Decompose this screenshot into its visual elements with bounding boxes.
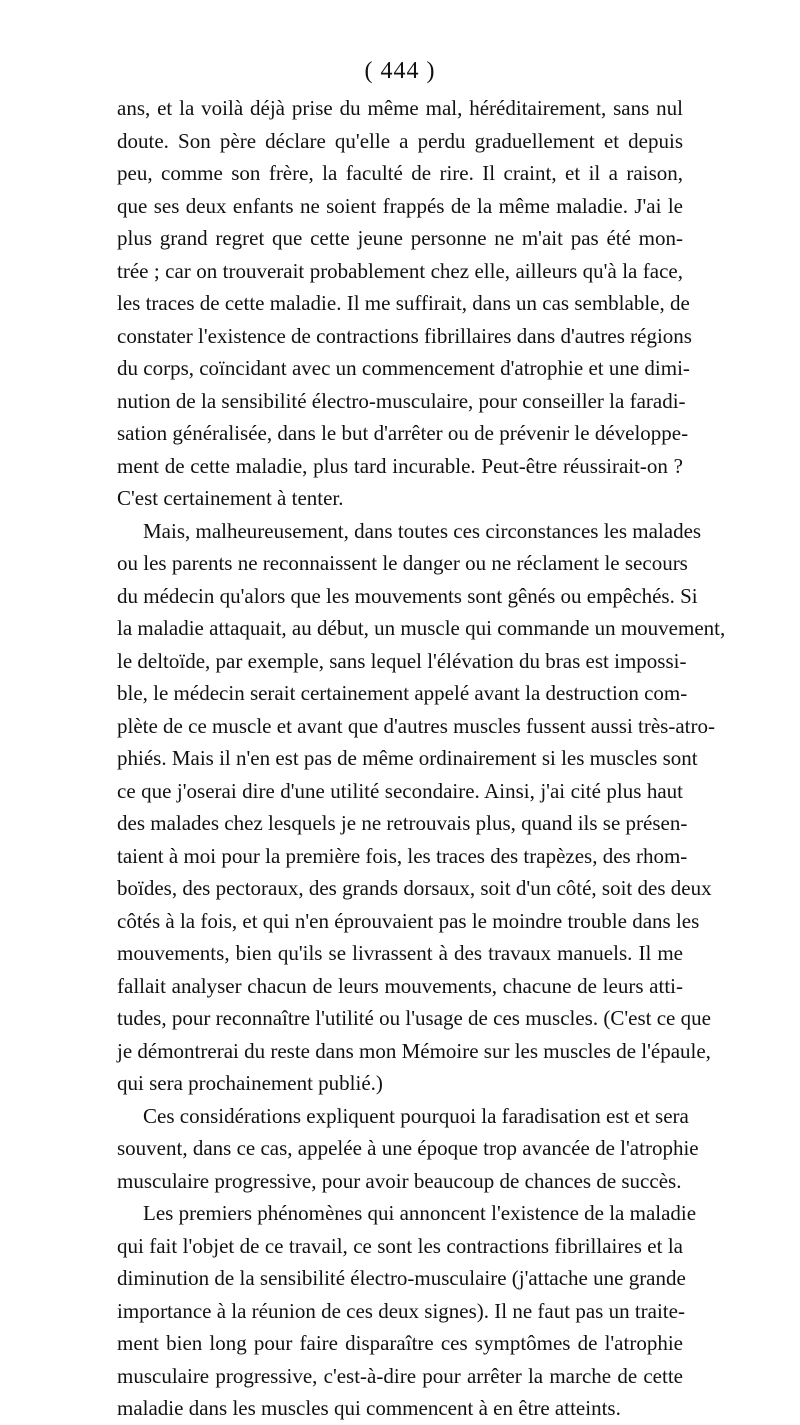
text-line: du médecin qu'alors que les mouvements sont gênés ou empêchés. Si — [117, 583, 698, 608]
text-line: le deltoïde, par exemple, sans lequel l'élévation du bras est impossi- — [117, 648, 687, 673]
text-line: doute. Son père déclare qu'elle a perdu graduellement et depuis — [117, 128, 683, 153]
text-line: plète de ce muscle et avant que d'autres muscles fussent aussi très-atro- — [117, 713, 715, 738]
text-line: les traces de cette maladie. Il me suffirait, dans un cas semblable, de — [117, 291, 690, 315]
paragraph — [117, 515, 726, 1100]
text-line: je démontrerai du reste dans mon Mémoire sur les muscles de l'épaule, — [117, 1038, 711, 1063]
text-line: côtés à la fois, et qui n'en éprouvaient pas le moindre trouble dans les — [117, 908, 700, 933]
text-line: musculaire progressive, c'est-à-dire pour arrêter la marche de cette — [117, 1363, 683, 1388]
text-line: ans, et la voilà déjà prise du même mal, héréditairement, sans nul — [117, 96, 683, 120]
text-line: C'est certainement à tenter. — [117, 486, 344, 510]
text-line: phiés. Mais il n'en est pas de même ordinairement si les muscles sont — [117, 746, 698, 770]
text-line: la maladie attaquait, au début, un muscle qui commande un mouvement, — [117, 616, 726, 640]
text-line: ble, le médecin serait certainement appelé avant la destruction com- — [117, 681, 688, 705]
text-line: fallait analyser chacun de leurs mouvements, chacune de leurs atti- — [117, 973, 683, 998]
text-line: peu, comme son frère, la faculté de rire. Il craint, et il a raison, — [117, 161, 683, 185]
text-line: Ces considérations expliquent pourquoi la faradisation est et sera — [143, 1103, 689, 1128]
paragraph — [117, 1197, 697, 1425]
text-line: ment de cette maladie, plus tard incurable. Peut-être réussirait-on ? — [117, 453, 683, 478]
text-line: ou les parents ne reconnaissent le danger ou ne réclament le secours — [117, 551, 688, 575]
text-line: des malades chez lesquels je ne retrouvais plus, quand ils se présen- — [117, 811, 688, 835]
page-number: ( 444 ) — [364, 58, 436, 84]
text-line: qui fait l'objet de ce travail, ce sont les contractions fibrillaires et la — [117, 1233, 683, 1258]
paragraph — [117, 92, 692, 515]
paragraph — [117, 1100, 699, 1198]
text-line: qui sera prochainement publié.) — [117, 1071, 383, 1095]
text-line: plus grand regret que cette jeune personne ne m'ait pas été mon- — [117, 226, 683, 250]
text-line: que ses deux enfants ne soient frappés de la même maladie. J'ai le — [117, 193, 683, 218]
text-line: constater l'existence de contractions fibrillaires dans d'autres régions — [117, 323, 692, 348]
text-line: souvent, dans ce cas, appelée à une époque trop avancée de l'atrophie — [117, 1136, 699, 1160]
text-line: trée ; car on trouverait probablement chez elle, ailleurs qu'à la face, — [117, 258, 683, 283]
text-line: Les premiers phénomènes qui annoncent l'existence de la maladie — [143, 1201, 697, 1225]
text-line: taient à moi pour la première fois, les traces des trapèzes, des rhom- — [117, 843, 688, 868]
text-line: nution de la sensibilité électro-musculaire, pour conseiller la faradi- — [117, 388, 686, 413]
text-line: maladie dans les muscles qui commencent à en être atteints. — [117, 1396, 621, 1420]
text-line: Mais, malheureusement, dans toutes ces circonstances les malades — [143, 518, 702, 543]
text-line: sation généralisée, dans le but d'arrêter ou de prévenir le développe- — [117, 421, 689, 445]
text-line: boïdes, des pectoraux, des grands dorsaux, soit d'un côté, soit des deux — [117, 876, 712, 900]
text-line: du corps, coïncidant avec un commencement d'atrophie et une dimi- — [117, 356, 690, 380]
text-line: diminution de la sensibilité électro-musculaire (j'attache une grande — [117, 1266, 686, 1290]
text-line: ce que j'oserai dire d'une utilité secondaire. Ainsi, j'ai cité plus haut — [117, 778, 683, 803]
text-line: musculaire progressive, pour avoir beaucoup de chances de succès. — [117, 1168, 682, 1193]
text-line: mouvements, bien qu'ils se livrassent à des travaux manuels. Il me — [117, 941, 683, 965]
text-line: tudes, pour reconnaître l'utilité ou l'usage de ces muscles. (C'est ce que — [117, 1006, 711, 1030]
text-line: ment bien long pour faire disparaître ces symptômes de l'atrophie — [117, 1331, 683, 1355]
text-line: importance à la réunion de ces deux signes). Il ne faut pas un traite- — [117, 1298, 685, 1323]
body-text — [117, 92, 726, 1425]
